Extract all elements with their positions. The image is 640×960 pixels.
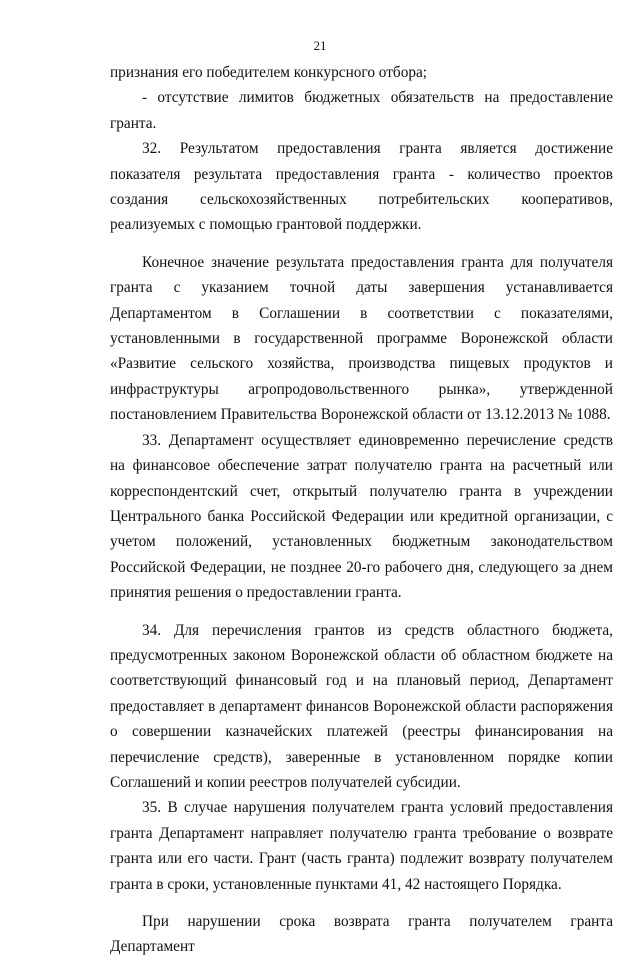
paragraph-continuation: признания его победителем конкурсного отбора; <box>110 64 428 81</box>
paragraph-clause-34: 34. Для перечисления грантов из средств областного бюджета, предусмотренных законом Воронежской области об областном бюджете на соответствующий финансовый год и на плановый период, Департамент предоставляет в департамент финансов Воронежской области распоряжения о совершении казначейских платежей (реестры финансирования на перечисление средств), заверенные в установленном порядке копии Соглашений и копии реестров получателей субсидии. <box>110 621 613 791</box>
paragraph-clause-33: 33. Департамент осуществляет единовременно перечисление средств на финансовое обеспечение затрат получателю гранта на расчетный или корреспондентский счет, открытый получателю гранта в учреждении Центрального банка Российской Федерации или кредитной организации, с учетом положений, установленных бюджетным законодательством Российской Федерации, не позднее 20-го рабочего дня, следующего за днем принятия решения о предоставлении гранта. <box>110 431 613 602</box>
paragraph-clause-32: 32. Результатом предоставления гранта является достижение показателя результата предоставления гранта - количество проектов создания сельскохозяйственных потребительских кооперативов, реализуемых с помощью грантовой поддержки. <box>110 140 613 234</box>
page-number: 21 <box>313 38 327 53</box>
paragraph-final-value: Конечное значение результата предоставления гранта для получателя гранта с указанием точной даты завершения устанавливается Департаментом в Соглашении в соответствии с показателями, установленными в государственной программе Воронежской области «Развитие сельского хозяйства, производства пищевых продуктов и инфраструктуры агропродовольственного рынка», утвержденной постановлением Правительства Воронежской области от 13.12.2013 № 1088. <box>110 253 613 424</box>
paragraph-list-item: - отсутствие лимитов бюджетных обязательств на предоставление гранта. <box>110 89 613 132</box>
paragraph-violation: При нарушении срока возврата гранта получателем гранта Департамент <box>110 913 613 956</box>
paragraph-clause-35: 35. В случае нарушения получателем гранта условий предоставления гранта Департамент направляет получателю гранта требование о возврате гранта или его части. Грант (часть гранта) подлежит возврату получателем гранта в сроки, установленные пунктами 41, 42 настоящего Порядка. <box>110 799 613 893</box>
document-body <box>110 60 613 960</box>
